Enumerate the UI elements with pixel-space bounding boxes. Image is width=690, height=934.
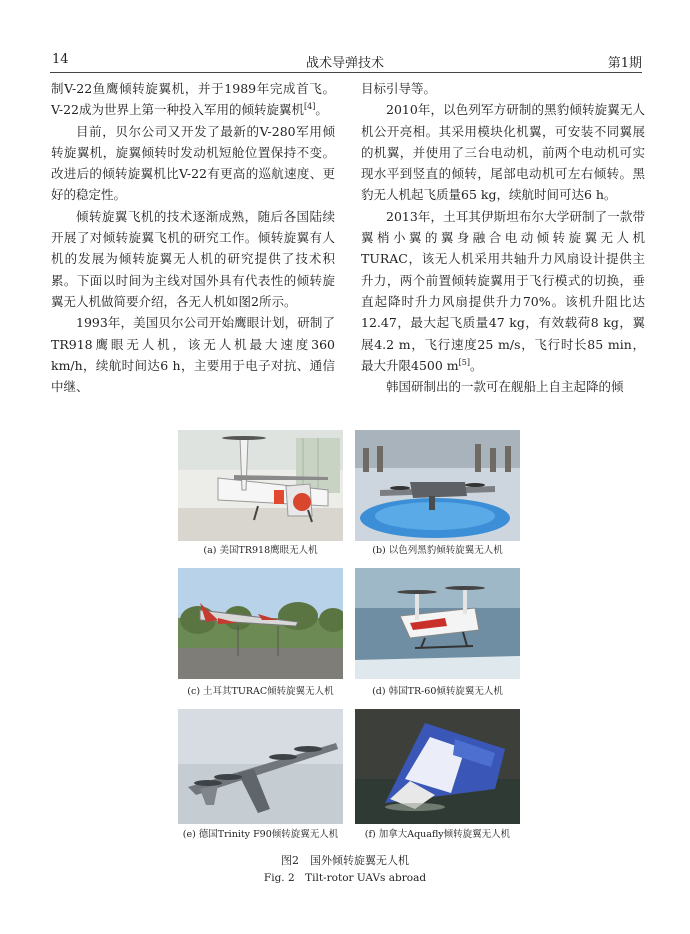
left-paragraph-4: 1993年，美国贝尔公司开始鹰眼计划，研制了TR918鹰眼无人机，该无人机最大速度360 km/h，续航时间达6 h，主要用于电子对抗、通信中继、 [51,315,335,395]
photo-trinity-f90-uav [178,709,343,824]
page-header [0,52,690,70]
left-paragraph-1: 制V-22鱼鹰倾转旋翼机，并于1989年完成首飞。V-22成为世界上第一种投入军用的倾转旋翼机[4]。 [51,81,335,118]
right-paragraph-1: 目标引导等。 [361,81,437,96]
figure-caption-cn: 图2 国外倾转旋翼无人机 [281,854,409,867]
left-paragraph-3: 倾转旋翼飞机的技术逐渐成熟，随后各国陆续开展了对倾转旋翼飞机的研究工作。倾转旋翼有人机的发展为倾转旋翼无人机的研究提供了技术积累。下面以时间为主线对国外具有代表性的倾转旋翼无人机做简要介绍，各无人机如图2所示。 [51,208,335,309]
right-column [361,78,645,397]
photo-tr60-uav [355,568,520,679]
subcaption-a: (a) 美国TR918鹰眼无人机 [203,545,318,556]
photo-aquafly-uav [355,709,520,824]
photo-panther-uav [355,430,520,541]
subcaption-c: (c) 土耳其TURAC倾转旋翼无人机 [187,686,334,697]
subcaption-d: (d) 韩国TR-60倾转旋翼无人机 [372,686,503,697]
photo-turac-uav [178,568,343,679]
page-number: 14 [52,52,69,67]
photo-tr918-eagle-eye [178,430,343,541]
citation-4: [4] [304,102,316,112]
left-column [51,78,335,397]
figure-caption-en: Fig. 2 Tilt-rotor UAVs abroad [263,872,427,884]
header-rule [50,72,642,73]
subcaption-b: (b) 以色列黑豹倾转旋翼无人机 [372,545,503,556]
citation-5: [5] [458,357,470,367]
right-paragraph-2: 2010年，以色列军方研制的黑豹倾转旋翼无人机公开亮相。其采用模块化机翼，可安装不同翼展的机翼，并使用了三台电动机，前两个电动机可实现水平到竖直的倾转，尾部电动机可左右倾转。黑豹无人机起飞质量65 kg，续航时间可达6 h。 [361,102,645,203]
journal-title: 战术导弹技术 [305,56,384,71]
subcaption-f: (f) 加拿大Aquafly倾转旋翼无人机 [364,829,511,840]
right-paragraph-3: 2013年，土耳其伊斯坦布尔大学研制了一款带翼梢小翼的翼身融合电动倾转旋翼无人机TURAC，该无人机采用共轴升力风扇设计提供主升力，两个前置倾转旋翼用于飞行模式的切换，垂直起降时升力风扇提供升力70%。该机升阻比达12.47，最大起飞质量47 kg，有效载荷8 kg，翼展4.2 m，飞行速度25 m/s，飞行时长85 min，最大升限4500 m[5]。 [361,208,645,373]
left-paragraph-2: 目前，贝尔公司又开发了最新的V-280军用倾转旋翼机，旋翼倾转时发动机短舱位置保持不变。改进后的倾转旋翼机比V-22有更高的巡航速度、更好的稳定性。 [51,123,335,203]
right-paragraph-4: 韩国研制出的一款可在舰船上自主起降的倾 [386,379,624,395]
issue-number: 第1期 [607,56,642,71]
subcaption-e: (e) 德国Trinity F90倾转旋翼无人机 [182,829,339,840]
